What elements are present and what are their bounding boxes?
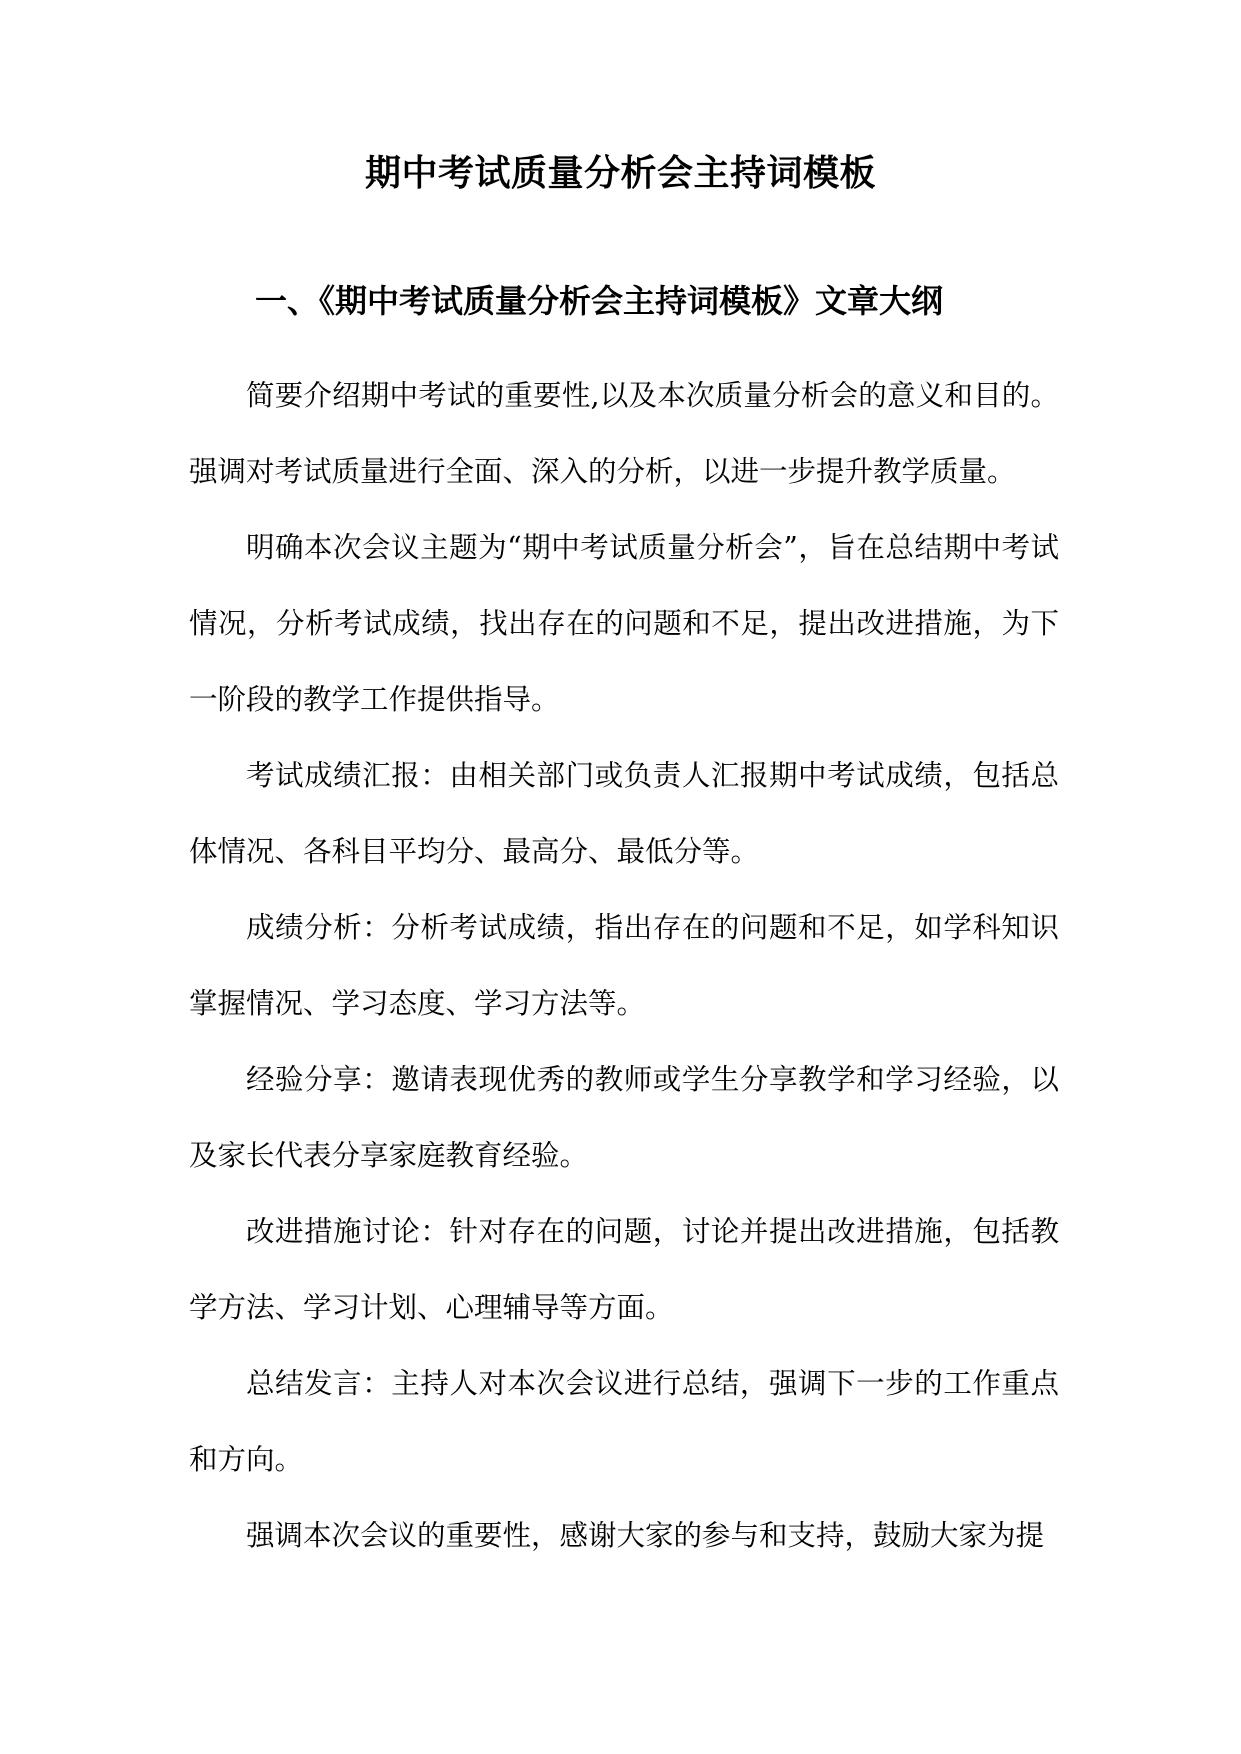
- paragraph-summary-speech: 总结发言：主持人对本次会议进行总结，强调下一步的工作重点和方向。: [189, 1367, 1059, 1476]
- paragraph-experience-sharing: 经验分享：邀请表现优秀的教师或学生分享教学和学习经验，以及家长代表分享家庭教育经验。: [189, 1063, 1059, 1172]
- paragraph-intro: 简要介绍期中考试的重要性,以及本次质量分析会的意义和目的。强调对考试质量进行全面、深入的分析，以进一步提升教学质量。: [189, 379, 1059, 488]
- paragraph-theme: 明确本次会议主题为“期中考试质量分析会”，旨在总结期中考试情况，分析考试成绩，找出存在的问题和不足，提出改进措施，为下一阶段的教学工作提供指导。: [189, 531, 1059, 716]
- document-body: [189, 358, 1059, 1574]
- document-title: 期中考试质量分析会主持词模板: [364, 152, 876, 194]
- paragraph-improvement-discussion: 改进措施讨论：针对存在的问题，讨论并提出改进措施，包括教学方法、学习计划、心理辅导等方面。: [189, 1215, 1059, 1324]
- section-heading: 一、《期中考试质量分析会主持词模板》文章大纲: [255, 282, 944, 320]
- paragraph-closing: 强调本次会议的重要性，感谢大家的参与和支持，鼓励大家为提: [246, 1519, 1045, 1552]
- paragraph-score-analysis: 成绩分析：分析考试成绩，指出存在的问题和不足，如学科知识掌握情况、学习态度、学习方法等。: [189, 911, 1059, 1020]
- paragraph-score-report: 考试成绩汇报：由相关部门或负责人汇报期中考试成绩，包括总体情况、各科目平均分、最高分、最低分等。: [189, 759, 1059, 868]
